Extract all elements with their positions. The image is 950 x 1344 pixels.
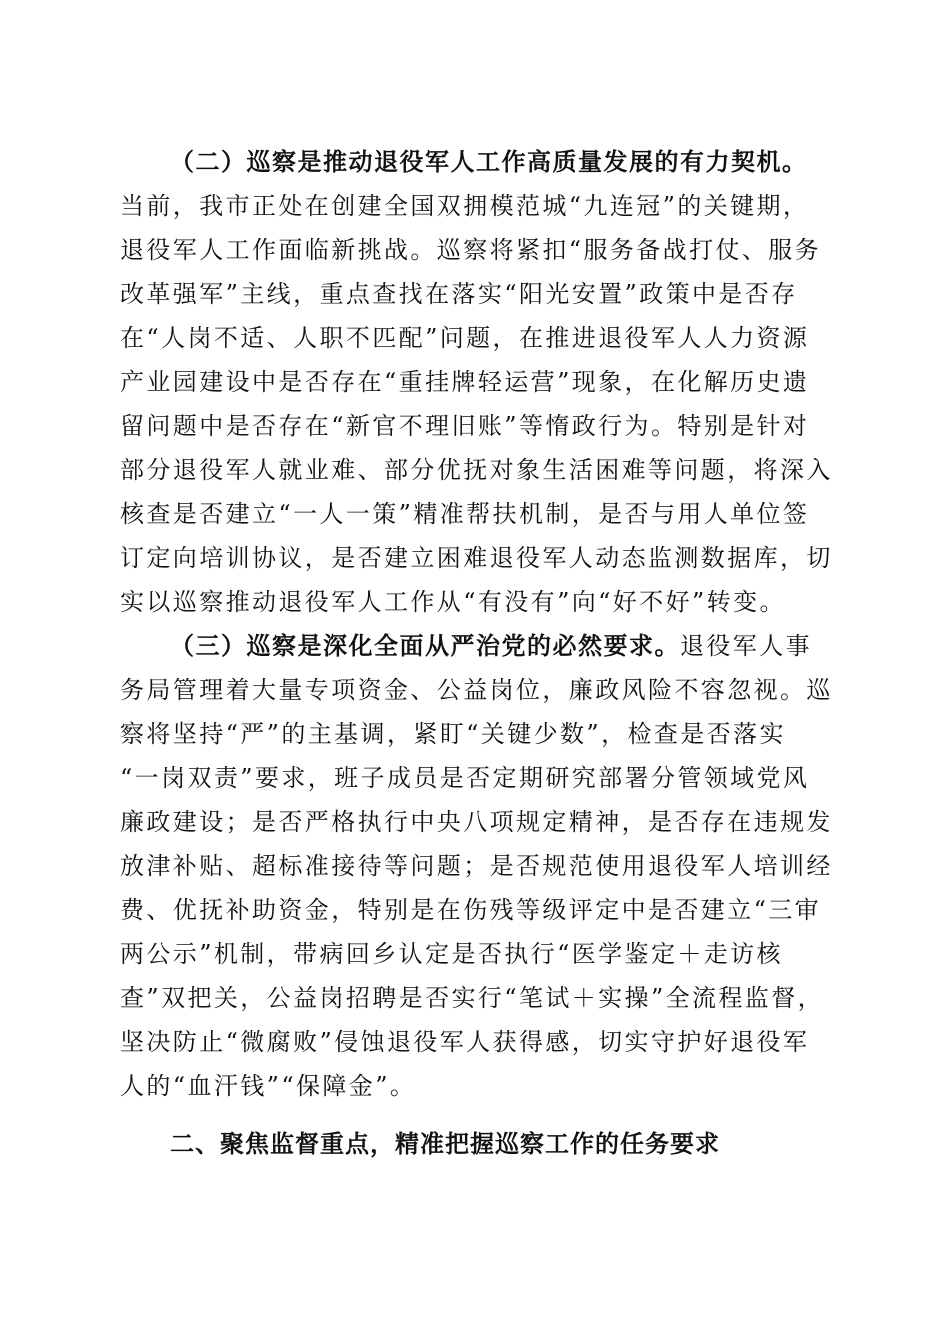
paragraph-line: 产业园建设中是否存在“重挂牌轻运营”现象，在化解历史遗 (120, 368, 810, 396)
section-three-lead: （三）巡察是深化全面从严治党的必然要求。 (170, 632, 680, 660)
paragraph-line: 订定向培训协议，是否建立困难退役军人动态监测数据库，切 (120, 544, 833, 572)
paragraph-line: 实以巡察推动退役军人工作从“有没有”向“好不好”转变。 (120, 588, 786, 616)
paragraph-line: “一岗双责”要求，班子成员是否定期研究部署分管领域党风 (120, 764, 810, 792)
section-three-lead-rest: 退役军人事 (680, 632, 812, 660)
paragraph-line: 当前，我市正处在创建全国双拥模范城“九连冠”的关键期， (120, 192, 810, 220)
section-heading: 二、聚焦监督重点，精准把握巡察工作的任务要求 (170, 1130, 720, 1158)
paragraph-line: 核查是否建立“一人一策”精准帮扶机制，是否与用人单位签 (120, 500, 810, 528)
paragraph-line: 部分退役军人就业难、部分优抚对象生活困难等问题，将深入 (120, 456, 833, 484)
paragraph-line: 务局管理着大量专项资金、公益岗位，廉政风险不容忽视。巡 (120, 676, 833, 704)
paragraph-line: 费、优抚补助资金，特别是在伤残等级评定中是否建立“三审 (120, 896, 822, 924)
section-three-first-line (170, 630, 832, 662)
paragraph-line: 察将坚持“严”的主基调，紧盯“关键少数”，检查是否落实 (120, 720, 786, 748)
paragraph-line: 留问题中是否存在“新官不理旧账”等惰政行为。特别是针对 (120, 412, 810, 440)
paragraph-line: 人的“血汗钱”“保障金”。 (120, 1072, 417, 1100)
paragraph-line: 在“人岗不适、人职不匹配”问题，在推进退役军人人力资源 (120, 324, 810, 352)
paragraph-line: 改革强军”主线，重点查找在落实“阳光安置”政策中是否存 (120, 280, 798, 308)
paragraph-line: 放津补贴、超标准接待等问题；是否规范使用退役军人培训经 (120, 852, 833, 880)
section-two-lead: （二）巡察是推动退役军人工作高质量发展的有力契机。 (170, 148, 808, 176)
paragraph-line: 两公示”机制，带病回乡认定是否执行“医学鉴定＋走访核 (120, 940, 783, 968)
paragraph-line: 坚决防止“微腐败”侵蚀退役军人获得感，切实守护好退役军 (120, 1028, 810, 1056)
paragraph-line: 查”双把关，公益岗招聘是否实行“笔试＋实操”全流程监督， (120, 984, 825, 1012)
paragraph-line: 退役军人工作面临新挑战。巡察将紧扣“服务备战打仗、服务 (120, 236, 822, 264)
paragraph-line: 廉政建设；是否严格执行中央八项规定精神，是否存在违规发 (120, 808, 833, 836)
